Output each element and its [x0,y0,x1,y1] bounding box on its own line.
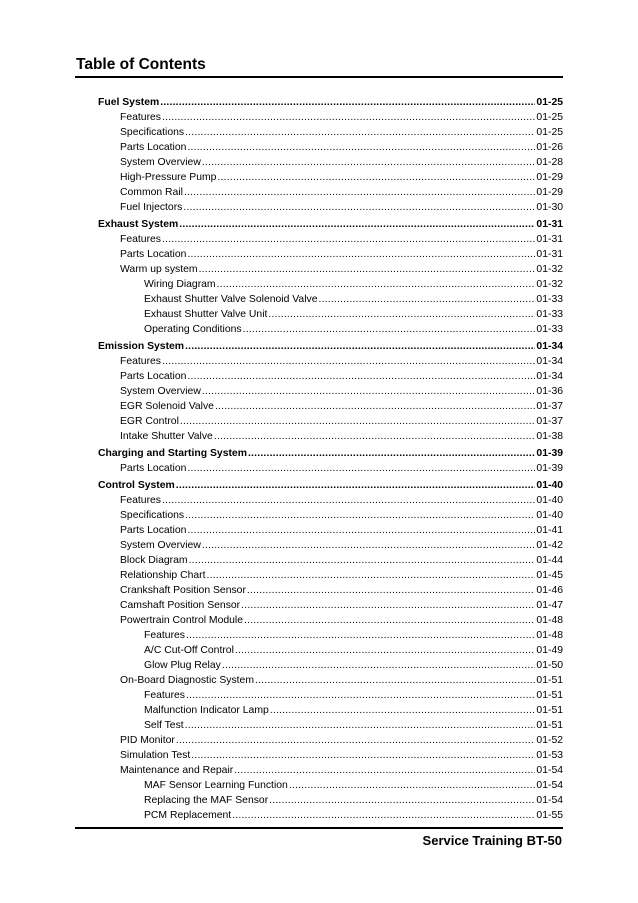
toc-section[interactable] [98,478,563,493]
toc-entry-page: 01-51 [536,720,563,731]
toc-entry[interactable] [98,778,563,793]
toc-entry-label: Parts Location [120,142,187,153]
toc-entry-label: Relationship Chart [120,570,206,581]
toc-entry[interactable] [98,110,563,125]
toc-entry[interactable] [98,461,563,476]
toc-entry-label: Features [120,356,162,367]
toc-entry[interactable] [98,808,563,823]
toc-entry-label: Simulation Test [120,750,191,761]
toc-entry[interactable] [98,508,563,523]
toc-entry-label: Exhaust System [98,219,179,230]
dot-leader [187,247,535,262]
dot-leader [187,523,535,538]
toc-entry-page: 01-25 [536,97,563,108]
footer-text: Service Training BT-50 [422,833,562,848]
toc-entry-label: Features [120,495,162,506]
dot-leader [185,339,535,354]
dot-leader [318,292,535,307]
dot-leader [222,658,536,673]
toc-entry[interactable] [98,793,563,808]
title-divider [75,76,563,78]
toc-entry-page: 01-54 [536,795,563,806]
toc-entry-label: EGR Solenoid Valve [120,401,214,412]
dot-leader [176,478,536,493]
toc-entry-page: 01-29 [536,187,563,198]
toc-entry-page: 01-32 [536,279,563,290]
toc-entry-page: 01-48 [536,615,563,626]
toc-entry-page: 01-39 [536,463,563,474]
toc-entry[interactable] [98,292,563,307]
toc-entry-label: Emission System [98,341,185,352]
toc-entry[interactable] [98,414,563,429]
dot-leader [217,170,535,185]
dot-leader [269,793,535,808]
toc-entry-page: 01-31 [536,219,563,230]
toc-entry-page: 01-54 [536,765,563,776]
toc-entry-label: System Overview [120,386,201,397]
toc-section[interactable] [98,217,563,232]
dot-leader [162,354,535,369]
toc-entry[interactable] [98,643,563,658]
toc-entry-page: 01-31 [536,249,563,260]
dot-leader [187,369,535,384]
toc-entry-label: Glow Plug Relay [144,660,221,671]
toc-entry-page: 01-50 [536,660,563,671]
toc-entry[interactable] [98,628,563,643]
toc-entry-label: Features [144,690,186,701]
toc-entry-page: 01-40 [536,510,563,521]
toc-entry[interactable] [98,322,563,337]
toc-entry[interactable] [98,538,563,553]
dot-leader [235,643,536,658]
toc-entry-label: Warm up system [120,264,198,275]
toc-entry-page: 01-52 [536,735,563,746]
dot-leader [183,200,535,215]
toc-entry[interactable] [98,429,563,444]
toc-entry-label: Charging and Starting System [98,448,247,459]
toc-entry-page: 01-37 [536,401,563,412]
toc-entry-label: Fuel System [98,97,160,108]
toc-entry[interactable] [98,369,563,384]
toc-entry-page: 01-25 [536,127,563,138]
toc-entry-label: Powertrain Control Module [120,615,244,626]
dot-leader [180,414,536,429]
toc-entry[interactable] [98,733,563,748]
toc-entry[interactable] [98,583,563,598]
toc-section[interactable] [98,339,563,354]
toc-entry-page: 01-30 [536,202,563,213]
toc-entry[interactable] [98,763,563,778]
dot-leader [202,155,536,170]
toc-entry-page: 01-32 [536,264,563,275]
toc-entry-page: 01-33 [536,324,563,335]
toc-entry-label: Specifications [120,127,185,138]
toc-entry[interactable] [98,262,563,277]
toc-entry-page: 01-36 [536,386,563,397]
dot-leader [187,461,535,476]
toc-entry-label: Exhaust Shutter Valve Unit [144,309,268,320]
toc-entry[interactable] [98,553,563,568]
toc-entry-page: 01-33 [536,294,563,305]
footer-divider [75,827,563,829]
toc-entry-label: Crankshaft Position Sensor [120,585,246,596]
dot-leader [160,95,535,110]
toc-section[interactable] [98,95,563,110]
dot-leader [176,733,536,748]
dot-leader [185,125,535,140]
toc-entry-label: Exhaust Shutter Valve Solenoid Valve [144,294,318,305]
toc-entry-page: 01-40 [536,495,563,506]
dot-leader [184,185,535,200]
dot-leader [191,748,535,763]
toc-entry-label: Fuel Injectors [120,202,183,213]
toc-entry[interactable] [98,277,563,292]
toc-entry-page: 01-47 [536,600,563,611]
toc-entry-page: 01-51 [536,675,563,686]
toc-entry[interactable] [98,125,563,140]
dot-leader [202,384,536,399]
toc-entry-label: Parts Location [120,249,187,260]
toc-entry[interactable] [98,307,563,322]
dot-leader [162,232,535,247]
toc-entry-label: Block Diagram [120,555,188,566]
toc-entry[interactable] [98,155,563,170]
toc-entry[interactable] [98,688,563,703]
dot-leader [248,446,535,461]
toc-entry-page: 01-34 [536,356,563,367]
toc-entry-page: 01-41 [536,525,563,536]
toc-entry-page: 01-33 [536,309,563,320]
toc-entry-page: 01-39 [536,448,563,459]
dot-leader [162,493,535,508]
toc-entry-page: 01-34 [536,371,563,382]
toc-entry-page: 01-53 [536,750,563,761]
toc-entry[interactable] [98,718,563,733]
dot-leader [247,583,536,598]
toc-entry[interactable] [98,703,563,718]
toc-entry-label: System Overview [120,157,201,168]
dot-leader [232,808,535,823]
toc-entry-page: 01-44 [536,555,563,566]
dot-leader [268,307,535,322]
toc-entry[interactable] [98,399,563,414]
toc-entry-label: Replacing the MAF Sensor [144,795,269,806]
toc-entry-page: 01-48 [536,630,563,641]
toc-entry-label: Parts Location [120,525,187,536]
toc-entry-page: 01-54 [536,780,563,791]
toc-entry[interactable] [98,200,563,215]
toc-entry-label: Operating Conditions [144,324,242,335]
dot-leader [186,628,535,643]
toc-entry-page: 01-34 [536,341,563,352]
toc-entry-label: System Overview [120,540,201,551]
dot-leader [162,110,535,125]
toc-entry-page: 01-25 [536,112,563,123]
toc-entry[interactable] [98,748,563,763]
toc-entry-label: EGR Control [120,416,179,427]
dot-leader [185,508,535,523]
toc-entry-label: Intake Shutter Valve [120,431,213,442]
dot-leader [244,613,535,628]
toc-entry-page: 01-40 [536,480,563,491]
toc-entry-label: Features [144,630,186,641]
toc-entry-label: On-Board Diagnostic System [120,675,254,686]
toc-entry-label: A/C Cut-Off Control [144,645,234,656]
toc-entry[interactable] [98,568,563,583]
toc-entry[interactable] [98,493,563,508]
dot-leader [206,568,535,583]
dot-leader [187,140,535,155]
dot-leader [243,322,536,337]
dot-leader [199,262,536,277]
dot-leader [255,673,535,688]
toc-entry-label: Features [120,234,162,245]
toc-entry[interactable] [98,613,563,628]
toc-entry-label: Self Test [144,720,184,731]
toc-entry-page: 01-51 [536,690,563,701]
dot-leader [217,277,536,292]
toc-entry[interactable] [98,658,563,673]
dot-leader [186,688,535,703]
toc-entry-label: Camshaft Position Sensor [120,600,241,611]
toc-entry-page: 01-46 [536,585,563,596]
toc-entry[interactable] [98,598,563,613]
toc-entry-label: Specifications [120,510,185,521]
toc-entry-page: 01-28 [536,157,563,168]
page-title: Table of Contents [76,56,206,73]
dot-leader [234,763,535,778]
toc-entry-page: 01-42 [536,540,563,551]
toc-entry-page: 01-51 [536,705,563,716]
dot-leader [202,538,536,553]
toc-entry-label: Features [120,112,162,123]
toc-entry-page: 01-45 [536,570,563,581]
toc-entry-page: 01-37 [536,416,563,427]
toc-entry-page: 01-29 [536,172,563,183]
toc-entry[interactable] [98,247,563,262]
toc-entry-label: PCM Replacement [144,810,232,821]
toc-entry-label: High-Pressure Pump [120,172,217,183]
toc-entry-label: Parts Location [120,371,187,382]
toc-entry[interactable] [98,185,563,200]
toc-entry[interactable] [98,384,563,399]
dot-leader [270,703,536,718]
dot-leader [189,553,536,568]
toc-entry-page: 01-55 [536,810,563,821]
toc-entry-label: Parts Location [120,463,187,474]
toc-entry[interactable] [98,354,563,369]
dot-leader [215,399,535,414]
toc-entry[interactable] [98,140,563,155]
toc-entry-label: Common Rail [120,187,183,198]
toc-entry[interactable] [98,673,563,688]
toc-entry-label: Maintenance and Repair [120,765,234,776]
toc-entry-label: Wiring Diagram [144,279,216,290]
dot-leader [179,217,535,232]
toc-entry-page: 01-49 [536,645,563,656]
toc-entry-page: 01-38 [536,431,563,442]
toc-entry-label: MAF Sensor Learning Function [144,780,288,791]
dot-leader [214,429,536,444]
dot-leader [289,778,536,793]
toc-entry-label: Control System [98,480,175,491]
toc-entry[interactable] [98,523,563,538]
toc-entry[interactable] [98,232,563,247]
dot-leader [185,718,536,733]
dot-leader [241,598,535,613]
table-of-contents [98,95,563,823]
toc-entry[interactable] [98,170,563,185]
toc-entry-page: 01-31 [536,234,563,245]
toc-entry-label: PID Monitor [120,735,175,746]
toc-section[interactable] [98,446,563,461]
toc-entry-label: Malfunction Indicator Lamp [144,705,269,716]
toc-entry-page: 01-26 [536,142,563,153]
